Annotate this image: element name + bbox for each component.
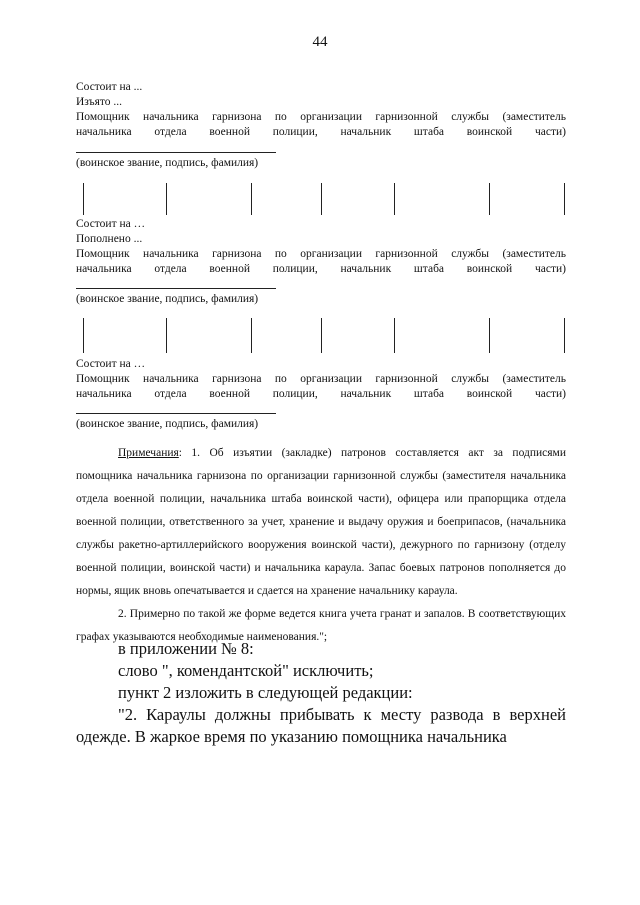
- amend-line-3: пункт 2 изложить в следующей редакции:: [118, 683, 413, 702]
- amendment-section: [76, 638, 566, 748]
- table-column-line: [321, 183, 322, 215]
- table-column-line: [166, 318, 167, 353]
- table-column-line: [394, 183, 395, 215]
- block3-signatory-line2: начальника отдела военной полиции, начальник штаба воинской части): [76, 388, 566, 400]
- note-1: [76, 442, 566, 603]
- notes-section: [76, 442, 566, 649]
- block3-signatory-line1: Помощник начальника гарнизона по организации гарнизонной службы (заместитель: [76, 373, 566, 385]
- block2-signatory-line1: Помощник начальника гарнизона по организации гарнизонной службы (заместитель: [76, 248, 566, 260]
- block1-signatory-line2: начальника отдела военной полиции, начальник штаба воинской части): [76, 126, 566, 138]
- block1-stock-line: Состоит на ...: [76, 81, 143, 93]
- table-column-line: [251, 183, 252, 215]
- table-column-line: [564, 183, 565, 215]
- table-column-line: [564, 318, 565, 353]
- block3-signature-line: [76, 413, 276, 414]
- table-column-line: [394, 318, 395, 353]
- note-2: 2. Примерно по такой же форме ведется книга учета гранат и запалов. В соответствующих графах указываются необходимые наименования.";: [76, 608, 566, 643]
- table-column-line: [489, 318, 490, 353]
- table-column-line: [166, 183, 167, 215]
- block3-stock-line: Состоит на …: [76, 358, 146, 370]
- page-number: 44: [312, 34, 328, 50]
- note-1-text: : 1. Об изъятии (закладке) патронов составляется акт за подписями помощника начальника гарнизона по организации гарнизонной службы (заместителя начальника отдела военной полиции, начальника штаба воинской части), офицера или прапорщика отдела военной полиции, ответственного за учет, хранение и выдачу оружия и боеприпасов, (начальника службы ракетно-артиллерийского вооружения воинской части), дежурного по гарнизону (отделу военной полиции, воинской части) и начальника караула. Запас боевых патронов пополняется до нормы, ящик вновь опечатывается и сдается на хранение начальнику караула.: [76, 447, 566, 597]
- table-column-line: [321, 318, 322, 353]
- block2-replenished-line: Пополнено ...: [76, 233, 143, 245]
- block1-signature-line: [76, 152, 276, 153]
- notes-label: Примечания: [118, 447, 179, 459]
- table-column-line: [83, 318, 84, 353]
- block1-withdrawn-line: Изъято ...: [76, 96, 123, 108]
- table-column-line: [83, 183, 84, 215]
- block1-signature-caption: (воинское звание, подпись, фамилия): [76, 157, 259, 169]
- table-column-line: [489, 183, 490, 215]
- block3-signature-caption: (воинское звание, подпись, фамилия): [76, 418, 259, 430]
- table-column-line: [251, 318, 252, 353]
- amend-line-2: слово ", комендантской" исключить;: [118, 661, 374, 680]
- block2-signature-line: [76, 288, 276, 289]
- block2-signatory-line2: начальника отдела военной полиции, начальник штаба воинской части): [76, 263, 566, 275]
- block2-signature-caption: (воинское звание, подпись, фамилия): [76, 293, 259, 305]
- block1-signatory-line1: Помощник начальника гарнизона по организации гарнизонной службы (заместитель: [76, 111, 566, 123]
- block2-stock-line: Состоит на …: [76, 218, 146, 230]
- amend-line-4: "2. Караулы должны прибывать к месту развода в верхней одежде. В жаркое время по указанию помощника начальника: [76, 705, 566, 746]
- amend-line-1: в приложении № 8:: [118, 639, 254, 658]
